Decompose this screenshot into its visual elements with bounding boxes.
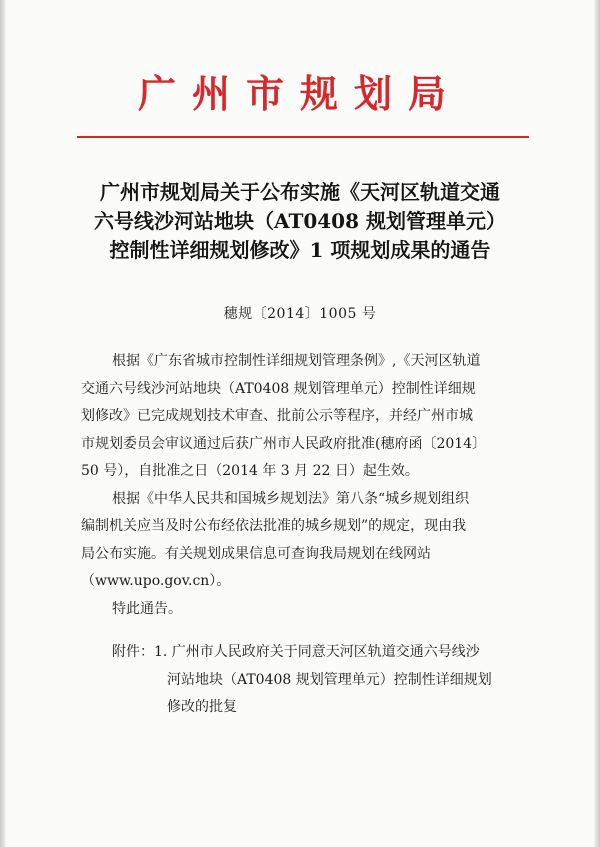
page-edge-right — [594, 0, 600, 847]
attachment-line-2: 河站地块（AT0408 规划管理单元）控制性详细规划 — [167, 671, 492, 688]
paragraph-2-line-2: 编制机关应当及时公布经依法批准的城乡规划”的规定，现由我 — [81, 518, 467, 534]
paragraph-2-line-4: （www.upo.gov.cn）。 — [81, 573, 231, 589]
paragraph-1-line-5: 50 号），自批准之日（2014 年 3 月 22 日）起生效。 — [81, 463, 419, 479]
paragraph-1-line-2: 交通六号线沙河站地块（AT0408 规划管理单元）控制性详细规 — [81, 380, 476, 397]
closing-phrase: 特此通告。 — [112, 600, 182, 617]
notice-title-line-2: 六号线沙河站地块（AT0408 规划管理单元） — [94, 209, 506, 233]
notice-title-line-1: 广州市规划局关于公布实施《天河区轨道交通 — [100, 180, 500, 204]
attachment-line-3: 修改的批复 — [167, 699, 237, 715]
notice-title — [70, 178, 530, 265]
notice-body — [81, 348, 547, 722]
paragraph-2-line-3: 局公布实施。有关规划成果信息可查询我局规划在线网站 — [81, 545, 431, 562]
letterhead-red-rule — [77, 136, 529, 138]
paragraph-2-line-1: 根据《中华人民共和国城乡规划法》第八条“城乡规划组织 — [112, 490, 470, 507]
attachment-line-1: 附件：1. 广州市人民政府关于同意天河区轨道交通六号线沙 — [112, 644, 480, 660]
paragraph-1-line-1: 根据《广东省城市控制性详细规划管理条例》,《天河区轨道 — [112, 353, 481, 369]
paragraph-1-line-3: 划修改》已完成规划技术审查、批前公示等程序，并经广州市城 — [81, 408, 473, 424]
paragraph-1-line-4: 市规划委员会审议通过后获广州市人民政府批准(穗府函〔2014〕 — [81, 435, 487, 452]
page-edge-left — [0, 0, 6, 847]
letterhead-title: 广州市规划局 — [137, 71, 462, 116]
notice-title-line-3: 控制性详细规划修改》1 项规划成果的通告 — [109, 238, 491, 262]
document-number: 穗规〔2014〕1005 号 — [223, 306, 377, 322]
attachment-spacer — [81, 623, 547, 639]
